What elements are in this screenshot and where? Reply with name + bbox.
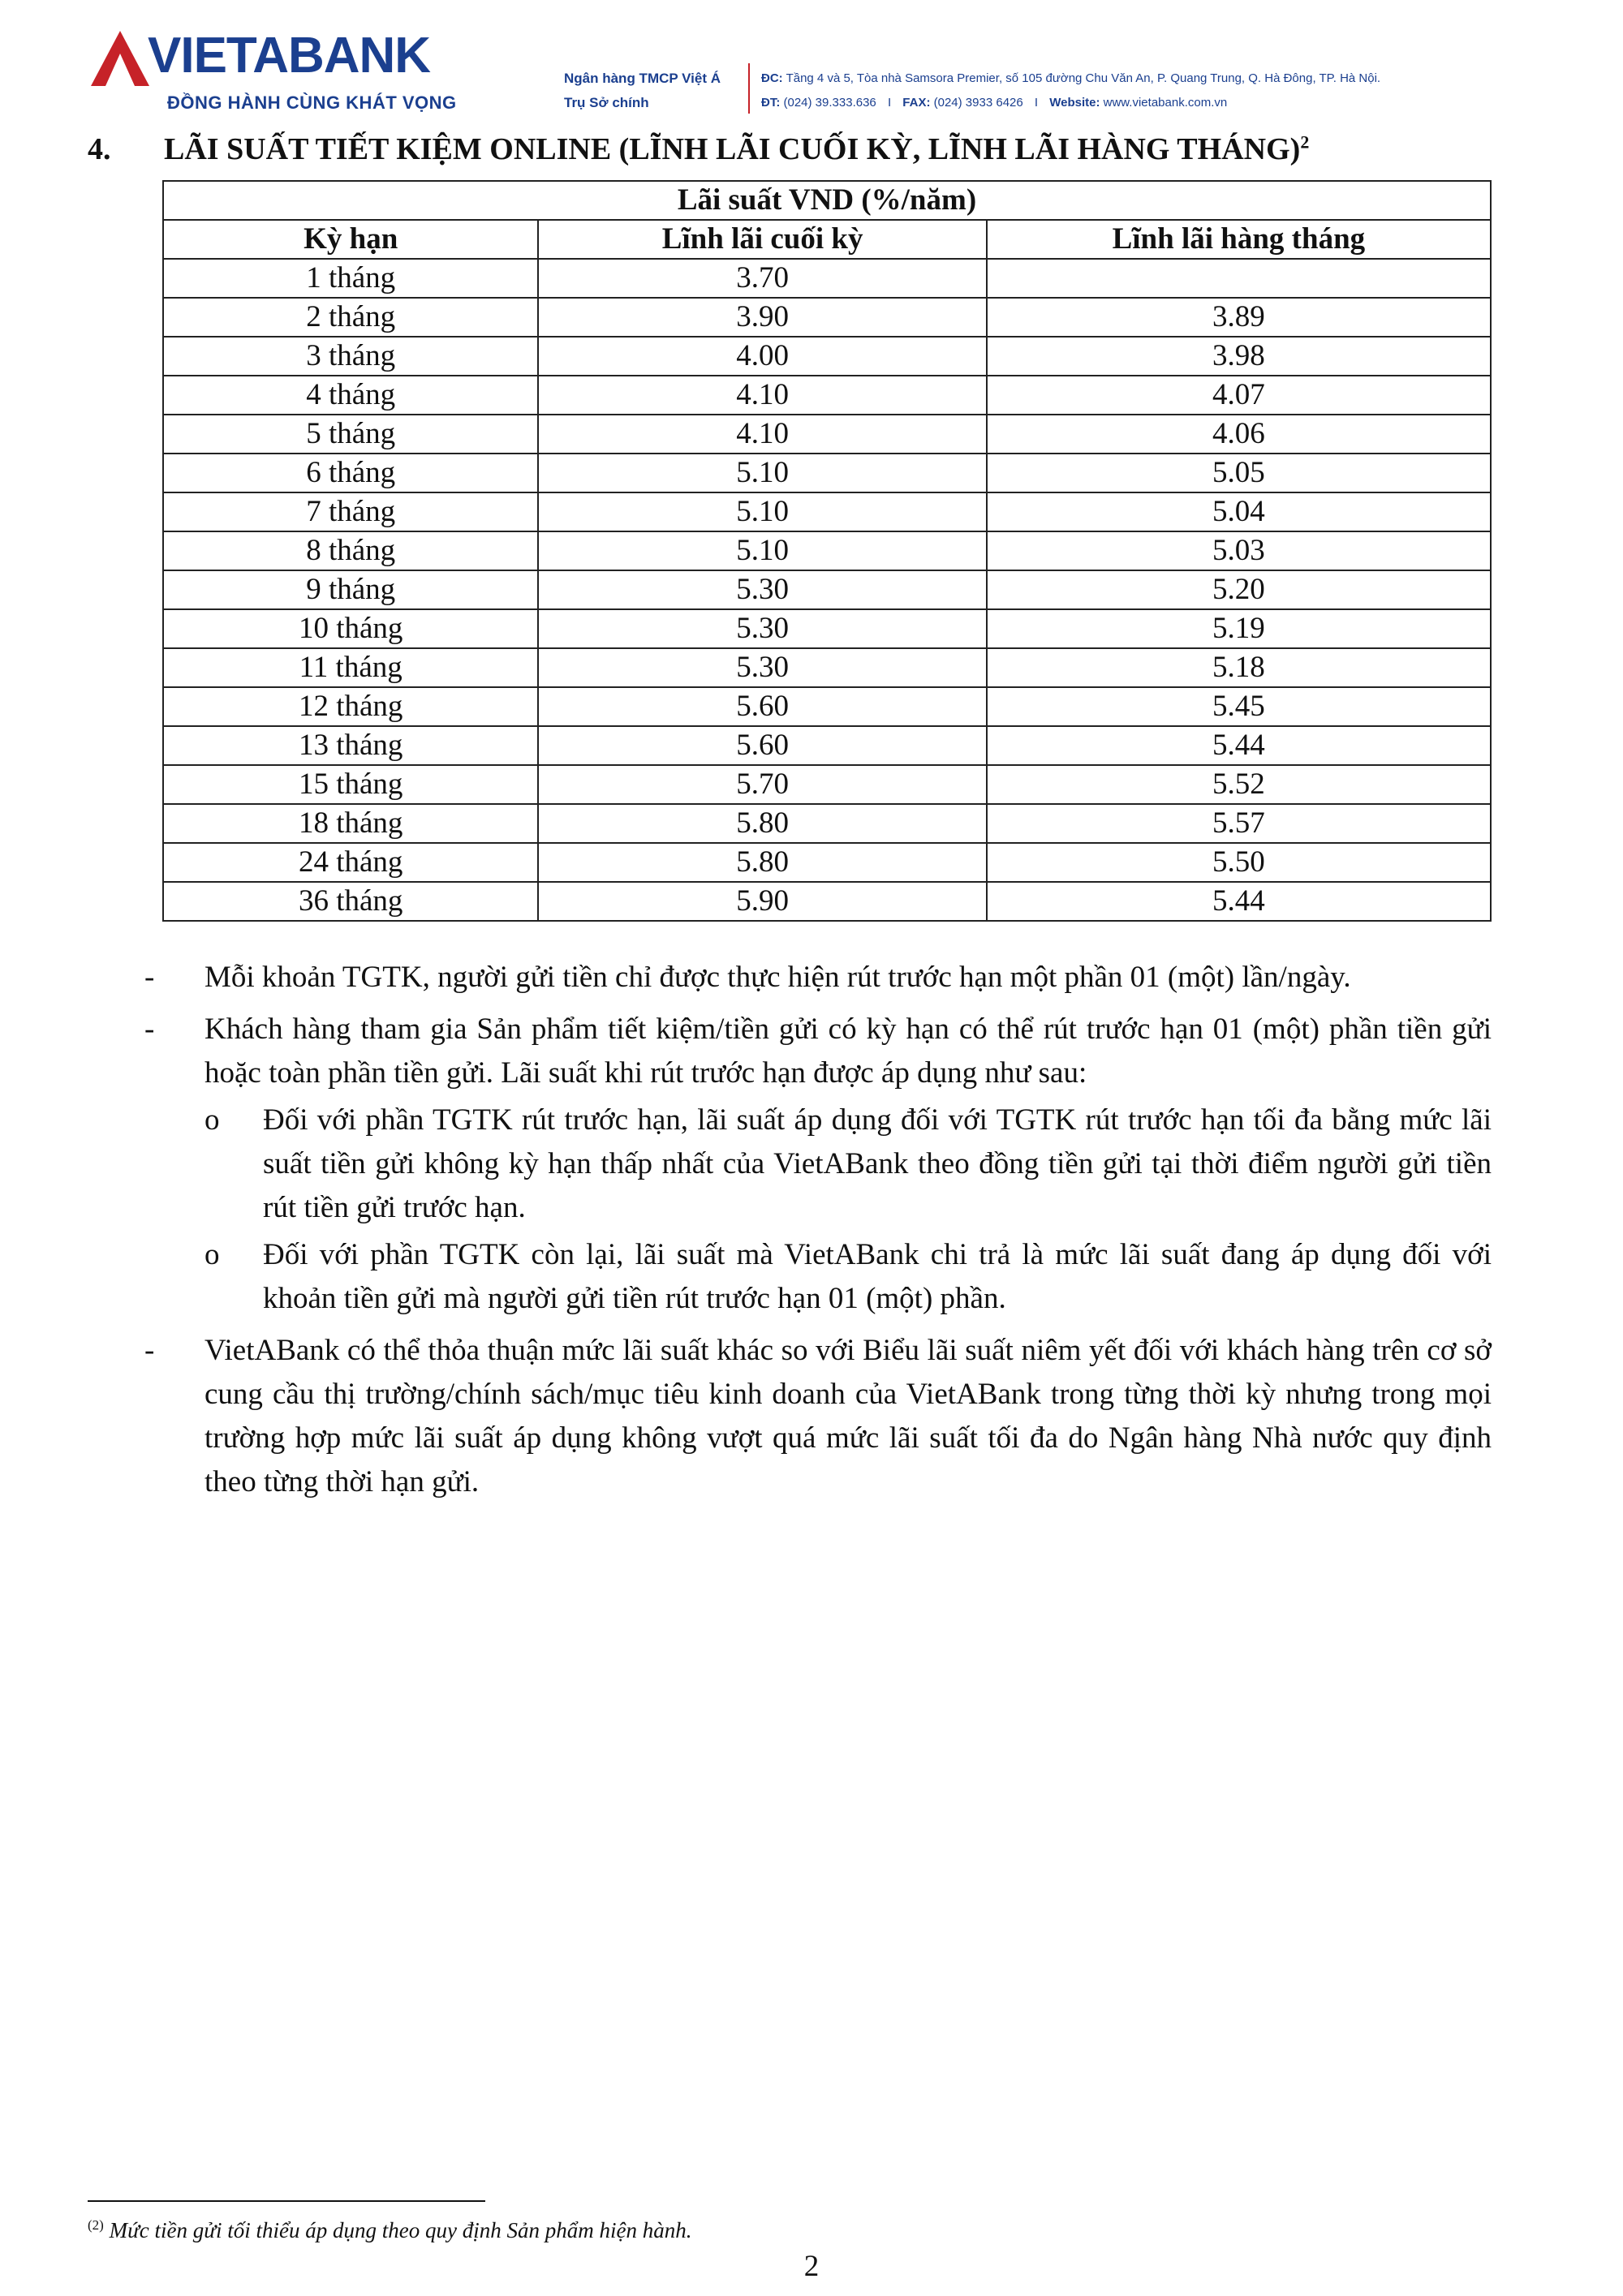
- hq-block: [564, 67, 721, 115]
- separator: I: [1034, 96, 1039, 110]
- footnote-text: Mức tiền gửi tối thiểu áp dụng theo quy định Sản phẩm hiện hành.: [109, 2218, 692, 2242]
- table-row: [163, 648, 1491, 687]
- note-text: VietABank có thể thỏa thuận mức lãi suất khác so với Biểu lãi suất niêm yết đối với khách hàng trên cơ sở cung cầu thị trường/chính sách/mục tiêu kinh doanh của VietABank trong từng thời kỳ nhưng trong mọi trường hợp mức lãi suất áp dụng không vượt quá mức lãi suất tối đa do Ngân hàng Nhà nước quy định theo từng thời hạn gửi.: [204, 1334, 1492, 1498]
- cell-end-of-term-rate: 5.90: [538, 882, 986, 921]
- table-body: [163, 259, 1491, 921]
- list-item: [144, 1329, 1492, 1504]
- table-row: [163, 882, 1491, 921]
- cell-term: 10 tháng: [163, 609, 538, 648]
- cell-monthly-rate: [987, 259, 1491, 298]
- cell-end-of-term-rate: 5.30: [538, 609, 986, 648]
- cell-monthly-rate: 5.20: [987, 570, 1491, 609]
- table-row: [163, 765, 1491, 804]
- table-row: [163, 726, 1491, 765]
- footnote-reference[interactable]: 2: [1300, 131, 1310, 153]
- contact-block: [761, 67, 1380, 115]
- cell-monthly-rate: 5.19: [987, 609, 1491, 648]
- cell-end-of-term-rate: 5.60: [538, 726, 986, 765]
- sub-list-item: [144, 1099, 1492, 1230]
- cell-term: 18 tháng: [163, 804, 538, 843]
- table-row: [163, 298, 1491, 337]
- cell-term: 6 tháng: [163, 454, 538, 492]
- letterhead: [89, 23, 1420, 120]
- cell-end-of-term-rate: 5.10: [538, 454, 986, 492]
- phone-label: ĐT:: [761, 96, 781, 110]
- table-group-header-row: [163, 181, 1491, 220]
- note-text: Khách hàng tham gia Sản phẩm tiết kiệm/tiền gửi có kỳ hạn có thể rút trước hạn 01 (một) phần tiền gửi hoặc toàn phần tiền gửi. Lãi suất khi rút trước hạn được áp dụng như sau:: [204, 1013, 1492, 1090]
- address-line: [761, 67, 1380, 91]
- cell-monthly-rate: 5.05: [987, 454, 1491, 492]
- bank-name: Ngân hàng TMCP Việt Á: [564, 71, 721, 86]
- table-row: [163, 376, 1491, 415]
- cell-term: 1 tháng: [163, 259, 538, 298]
- column-header-term: Kỳ hạn: [163, 220, 538, 259]
- cell-end-of-term-rate: 4.10: [538, 376, 986, 415]
- header-divider: [748, 63, 750, 114]
- cell-monthly-rate: 3.89: [987, 298, 1491, 337]
- notes-list: [144, 956, 1492, 1512]
- address-text: Tầng 4 và 5, Tòa nhà Samsora Premier, số 105 đường Chu Văn An, P. Quang Trung, Q. Hà Đông, TP. Hà Nội.: [786, 71, 1381, 85]
- table-row: [163, 609, 1491, 648]
- vietabank-logo: [89, 23, 463, 120]
- sub-note-text: Đối với phần TGTK rút trước hạn, lãi suất áp dụng đối với TGTK rút trước hạn tối đa bằng mức lãi suất tiền gửi không kỳ hạn thấp nhất của VietABank theo đồng tiền gửi tại thời điểm người gửi tiền rút tiền gửi trước hạn.: [263, 1103, 1492, 1224]
- cell-end-of-term-rate: 4.00: [538, 337, 986, 376]
- section-title-text: LÃI SUẤT TIẾT KIỆM ONLINE (LĨNH LÃI CUỐI KỲ, LĨNH LÃI HÀNG THÁNG): [164, 132, 1301, 166]
- fax-text: (024) 3933 6426: [933, 96, 1023, 110]
- dash-marker: -: [144, 1013, 155, 1046]
- section-number: 4.: [88, 132, 111, 166]
- cell-end-of-term-rate: 5.30: [538, 570, 986, 609]
- cell-end-of-term-rate: 4.10: [538, 415, 986, 454]
- cell-end-of-term-rate: 3.70: [538, 259, 986, 298]
- head-office-label: Trụ Sở chính: [564, 95, 649, 110]
- cell-term: 11 tháng: [163, 648, 538, 687]
- cell-monthly-rate: 5.52: [987, 765, 1491, 804]
- table-row: [163, 337, 1491, 376]
- table-row: [163, 259, 1491, 298]
- list-item: [144, 956, 1492, 1000]
- table-row: [163, 492, 1491, 531]
- cell-monthly-rate: 5.44: [987, 882, 1491, 921]
- cell-end-of-term-rate: 3.90: [538, 298, 986, 337]
- table-row: [163, 531, 1491, 570]
- table-row: [163, 570, 1491, 609]
- table-row: [163, 804, 1491, 843]
- cell-end-of-term-rate: 5.10: [538, 531, 986, 570]
- cell-term: 24 tháng: [163, 843, 538, 882]
- cell-end-of-term-rate: 5.80: [538, 804, 986, 843]
- cell-monthly-rate: 5.04: [987, 492, 1491, 531]
- separator: I: [887, 96, 892, 110]
- circle-marker: o: [204, 1238, 220, 1271]
- table-row: [163, 454, 1491, 492]
- note-text: Mỗi khoản TGTK, người gửi tiền chỉ được thực hiện rút trước hạn một phần 01 (một) lần/ngày.: [204, 961, 1351, 994]
- cell-term: 36 tháng: [163, 882, 538, 921]
- list-item: [144, 1008, 1492, 1095]
- cell-term: 8 tháng: [163, 531, 538, 570]
- fax-label: FAX:: [902, 96, 931, 110]
- cell-monthly-rate: 4.06: [987, 415, 1491, 454]
- table-header-row: [163, 220, 1491, 259]
- group-header: Lãi suất VND (%/năm): [163, 181, 1491, 220]
- cell-term: 7 tháng: [163, 492, 538, 531]
- cell-end-of-term-rate: 5.10: [538, 492, 986, 531]
- sub-note-text: Đối với phần TGTK còn lại, lãi suất mà VietABank chi trả là mức lãi suất đang áp dụng đối với khoản tiền gửi mà người gửi tiền rút trước hạn 01 (một) phần.: [263, 1238, 1492, 1315]
- table-row: [163, 415, 1491, 454]
- cell-monthly-rate: 3.98: [987, 337, 1491, 376]
- cell-term: 5 tháng: [163, 415, 538, 454]
- cell-monthly-rate: 5.44: [987, 726, 1491, 765]
- dash-marker: -: [144, 961, 155, 994]
- cell-end-of-term-rate: 5.80: [538, 843, 986, 882]
- cell-monthly-rate: 5.03: [987, 531, 1491, 570]
- column-header-monthly: Lĩnh lãi hàng tháng: [987, 220, 1491, 259]
- contact-line: [761, 91, 1380, 115]
- interest-rate-table: [162, 180, 1492, 922]
- footnote-marker: (2): [88, 2217, 104, 2233]
- phone-text: (024) 39.333.636: [783, 96, 876, 110]
- logo-wordmark: VIETABANK: [148, 28, 431, 84]
- cell-end-of-term-rate: 5.60: [538, 687, 986, 726]
- cell-term: 2 tháng: [163, 298, 538, 337]
- cell-term: 9 tháng: [163, 570, 538, 609]
- dash-marker: -: [144, 1334, 155, 1367]
- cell-monthly-rate: 5.50: [987, 843, 1491, 882]
- cell-term: 3 tháng: [163, 337, 538, 376]
- logo-slogan: ĐỒNG HÀNH CÙNG KHÁT VỌNG: [167, 92, 457, 113]
- triangle-logo-icon: [89, 29, 151, 88]
- address-label: ĐC:: [761, 71, 783, 85]
- cell-term: 4 tháng: [163, 376, 538, 415]
- sub-list-item: [144, 1233, 1492, 1321]
- column-header-end-of-term: Lĩnh lãi cuối kỳ: [538, 220, 986, 259]
- cell-monthly-rate: 5.45: [987, 687, 1491, 726]
- cell-monthly-rate: 5.18: [987, 648, 1491, 687]
- website-link[interactable]: www.vietabank.com.vn: [1103, 96, 1228, 110]
- cell-term: 13 tháng: [163, 726, 538, 765]
- cell-monthly-rate: 5.57: [987, 804, 1491, 843]
- table-row: [163, 843, 1491, 882]
- cell-term: 15 tháng: [163, 765, 538, 804]
- cell-term: 12 tháng: [163, 687, 538, 726]
- section-title: [88, 131, 1309, 167]
- footnote-divider: [88, 2200, 485, 2202]
- circle-marker: o: [204, 1103, 220, 1137]
- table-row: [163, 687, 1491, 726]
- website-label: Website:: [1049, 96, 1100, 110]
- page-number: 2: [803, 2250, 820, 2283]
- cell-end-of-term-rate: 5.70: [538, 765, 986, 804]
- cell-monthly-rate: 4.07: [987, 376, 1491, 415]
- cell-end-of-term-rate: 5.30: [538, 648, 986, 687]
- footnote: [88, 2217, 691, 2243]
